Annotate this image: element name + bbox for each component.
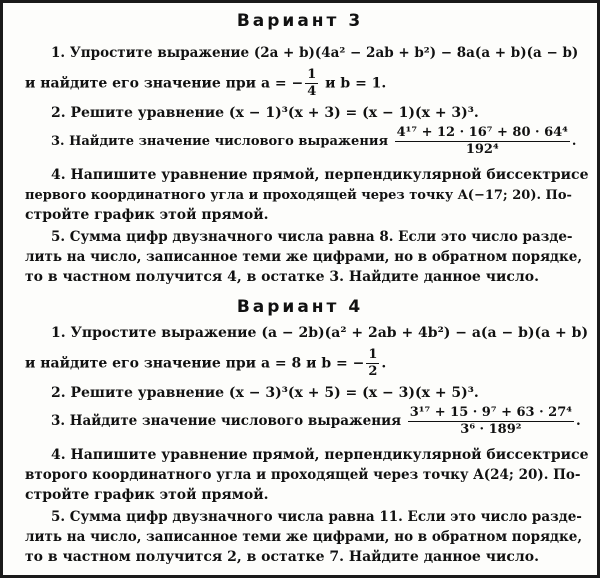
v3-problem-3 [51, 125, 576, 158]
v4-problem-1-line-2 [25, 347, 386, 380]
v3-problem-5-line-2: лить на число, записанное теми же цифрами, но в обратном порядке, [25, 249, 583, 265]
variant-3-title: Вариант 3 [236, 11, 364, 31]
v3-problem-5-line-3: то в частном получится 4, в остатке 3. Найдите данное число. [25, 269, 539, 285]
v3-problem-1-fraction [305, 67, 318, 100]
v3-problem-1-frac-den: 4 [307, 84, 317, 99]
v4-problem-1-line-1: 1. Упростите выражение (a − 2b)(a² + 2ab + 4b²) − a(a − b)(a + b) [51, 325, 589, 341]
v4-problem-3 [51, 405, 581, 438]
v4-problem-3-pre: 3. Найдите значение числового выражения [51, 413, 406, 429]
v3-problem-1-frac-num: 1 [307, 67, 317, 82]
v4-problem-3-frac-num: 3¹⁷ + 15 · 9⁷ + 63 · 27⁴ [409, 405, 572, 420]
v4-problem-5-line-1: 5. Сумма цифр двузначного числа равна 11. Если это число разде- [51, 509, 582, 525]
v4-problem-5-line-2: лить на число, записанное теми же цифрами, но в обратном порядке, [25, 529, 583, 545]
v4-problem-2: 2. Решите уравнение (x − 3)³(x + 5) = (x − 3)(x + 5)³. [51, 385, 479, 401]
v4-problem-1-frac-num: 1 [368, 347, 378, 362]
v4-problem-4-line-3: стройте график этой прямой. [25, 487, 269, 503]
v4-problem-5-line-3: то в частном получится 2, в остатке 7. Найдите данное число. [25, 549, 539, 565]
v4-problem-1-line-2-pre: и найдите его значение при a = 8 и b = − [25, 355, 365, 372]
v4-problem-1-fraction [366, 347, 379, 380]
v3-problem-3-frac-num: 4¹⁷ + 12 · 16⁷ + 80 · 64⁴ [396, 125, 568, 140]
v3-problem-4-line-2: первого координатного угла и проходящей через точку A(−17; 20). По- [25, 188, 572, 203]
v3-problem-4-line-1: 4. Напишите уравнение прямой, перпендикулярной биссектрисе [51, 167, 589, 183]
v4-problem-4-line-1: 4. Напишите уравнение прямой, перпендикулярной биссектрисе [51, 447, 589, 463]
v3-problem-5-line-1: 5. Сумма цифр двузначного числа равна 8. Если это число разде- [51, 229, 573, 245]
v3-problem-3-frac-den: 192⁴ [465, 142, 499, 157]
v4-problem-3-frac-den: 3⁶ · 189² [460, 422, 522, 437]
v3-problem-2: 2. Решите уравнение (x − 1)³(x + 3) = (x − 1)(x + 3)³. [51, 105, 479, 121]
v4-problem-1-line-2-post: . [381, 355, 387, 372]
v3-problem-3-post: . [571, 134, 577, 149]
v3-problem-4-line-3: стройте график этой прямой. [25, 207, 269, 223]
v3-problem-1-line-2-pre: и найдите его значение при a = − [25, 75, 304, 92]
variant-4-title: Вариант 4 [236, 297, 364, 317]
v3-problem-1-line-1: 1. Упростите выражение (2a + b)(4a² − 2ab + b²) − 8a(a + b)(a − b) [51, 45, 579, 61]
v4-problem-3-post: . [575, 413, 581, 429]
v3-problem-3-pre: 3. Найдите значение числового выражения [51, 134, 393, 149]
v4-problem-4-line-2: второго координатного угла и проходящей через точку A(24; 20). По- [25, 467, 581, 483]
v3-problem-3-fraction [395, 125, 570, 158]
v3-problem-1-line-2 [25, 67, 386, 100]
v4-problem-1-frac-den: 2 [368, 364, 378, 379]
v3-problem-1-line-2-post: и b = 1. [320, 75, 387, 92]
v4-problem-3-fraction [408, 405, 574, 438]
